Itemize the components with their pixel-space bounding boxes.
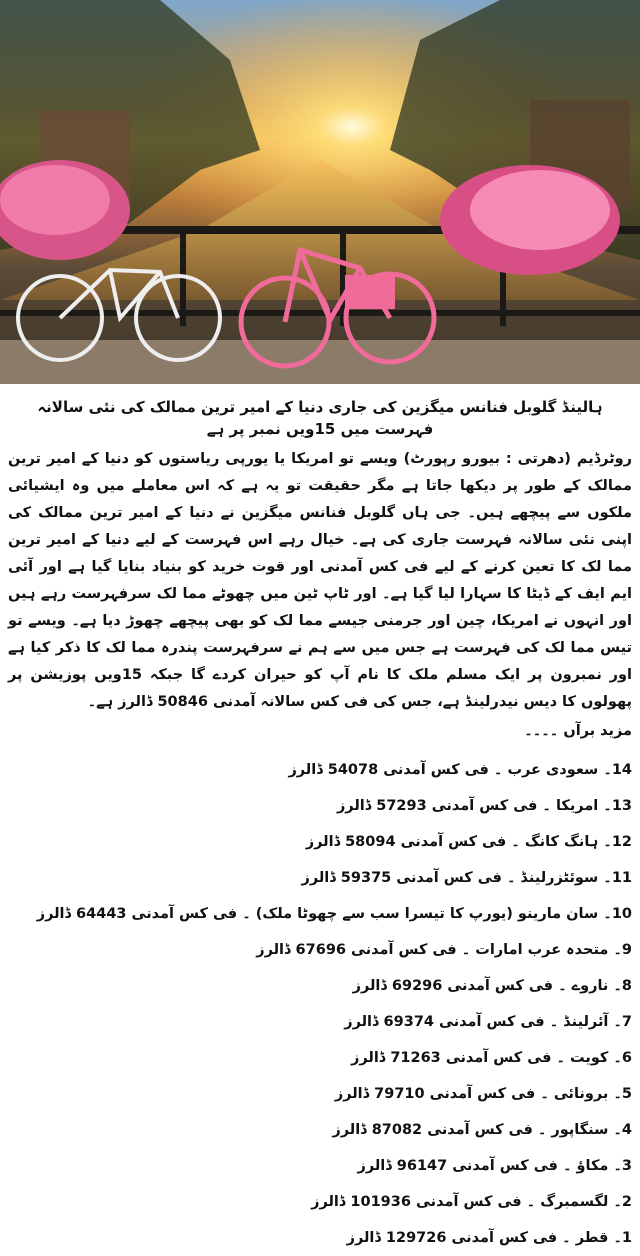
list-item: 3۔ مکاؤ ۔ فی کس آمدنی 96147 ڈالرز [357,1158,632,1174]
list-item: 7۔ آئرلینڈ ۔ فی کس آمدنی 69374 ڈالرز [344,1014,632,1030]
list-item: 5۔ برونائی ۔ فی کس آمدنی 79710 ڈالرز [334,1086,632,1102]
list-item: 8۔ ناروے ۔ فی کس آمدنی 69296 ڈالرز [352,978,632,994]
list-item: 13۔ امریکا ۔ فی کس آمدنی 57293 ڈالرز [336,798,632,814]
list-item: 6۔ کویت ۔ فی کس آمدنی 71263 ڈالرز [351,1050,632,1066]
list-item: 14۔ سعودی عرب ۔ فی کس آمدنی 54078 ڈالرز [288,762,632,778]
article-headline: ہالینڈ گلوبل فنانس میگزین کی جاری دنیا کے امیر ترین ممالک کی نئی سالانہ فہرست میں 15ویں نمبر پر ہے [37,398,603,438]
list-item: 1۔ قطر ۔ فی کس آمدنی 129726 ڈالرز [346,1230,632,1246]
article [0,384,640,1256]
article-body: روٹرڈیم (دھرتی : بیورو رپورٹ) ویسے تو امریکا یا یورپی ریاستوں کو دنیا کے امیر ترین ممالک کے طور پر دیکھا جاتا ہے مگر حقیقت تو یہ ہے کہ اس معاملے میں وہ ایشیائی ملکوں سے پیچھے ہیں۔ جی ہاں گلوبل فنانس میگزین نے دنیا کے امیر ترین ممالک کی اپنی نئی سالانہ فہرست جاری کی ہے۔ خیال رہے اس فہرست کے لیے دنیا کے امیر ترین مما لک کا تعین کرنے کے لیے فی کس آمدنی اور قوت خرید کو بنیاد بنایا گیا ہے اور آئی ایم ایف کے ڈیٹا کا سہارا لیا گیا ہے۔ اور ٹاپ ٹین میں چھوٹے مما لک سرفہرست رہے ہیں اور انہوں نے امریکا، چین اور جرمنی جیسے مما لک کو بھی پیچھے چھوڑ دیا ہے۔ ویسے تو تیس مما لک کی فہرست ہے جس میں سے ہم نے سرفہرست پندرہ مما لک کا ذکر کیا ہے اور نمبرون پر ایک مسلم ملک کا نام آپ کو حیران کردے گا جبکہ 15ویں پوزیشن پر پھولوں کا دیس نیدرلینڈ ہے، جس کی فی کس سالانہ آمدنی 50846 ڈالرز ہے۔ [8,451,632,710]
list-item: 4۔ سنگاپور ۔ فی کس آمدنی 87082 ڈالرز [332,1122,632,1138]
list-item: 12۔ ہانگ کانگ ۔ فی کس آمدنی 58094 ڈالرز [305,834,632,850]
list-item: 11۔ سوئٹزرلینڈ ۔ فی کس آمدنی 59375 ڈالرز [301,870,632,886]
amsterdam-canal-photo [0,0,640,384]
further-label: مزید برآں ۔۔۔۔ [524,723,632,739]
list-item: 9۔ متحدہ عرب امارات ۔ فی کس آمدنی 67696 ڈالرز [256,942,632,958]
list-item: 2۔ لگسمبرگ ۔ فی کس آمدنی 101936 ڈالرز [311,1194,632,1210]
list-item: 10۔ سان مارینو (یورپ کا تیسرا سب سے چھوٹا ملک) ۔ فی کس آمدنی 64443 ڈالرز [36,906,632,922]
rankings-list [8,752,632,1256]
hero-photo [0,0,640,384]
